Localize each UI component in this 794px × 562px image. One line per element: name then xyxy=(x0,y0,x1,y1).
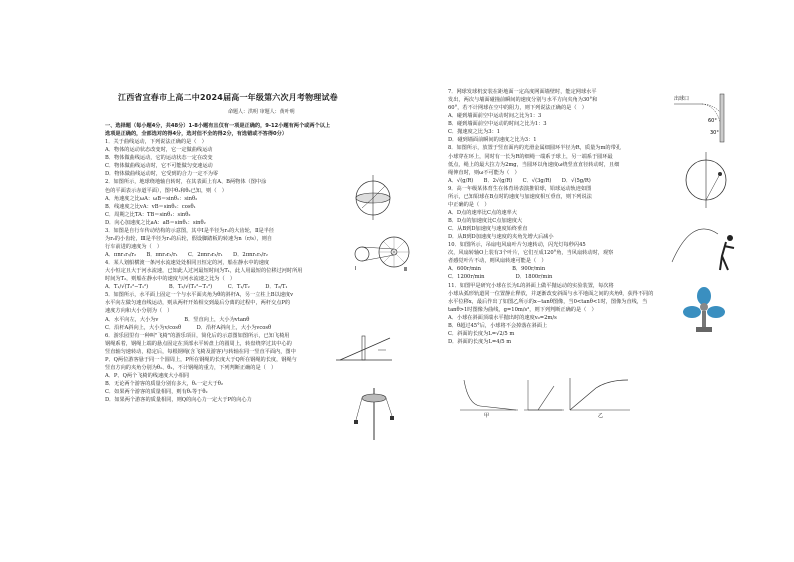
left-line: 选项是正确的，全部选对的得4分，选对但不全的得2分，有选错或不答得0分） xyxy=(105,131,288,138)
right-line: 9．高一年级某体育生在体育场表演推铅球，铅球运动轨迹如图 xyxy=(448,185,592,192)
right-line: 水平位移x，最后作出了如图乙所示的x−tanθ图像，当0<tanθ<1时，图像为直线，当 xyxy=(448,298,648,305)
experiment-figures xyxy=(458,374,638,418)
left-line: 大小恒定且大于河水流速，已知此人过河最短时间为T₁，此人用最短的位移过河时所用 xyxy=(105,268,303,275)
right-line: B．碰到墙面前空中运动的时间之比为1：3 xyxy=(448,121,547,128)
authors-line: 命题人：洪明 审题人：黄叶明 xyxy=(228,109,295,115)
gear-label-1: Ⅰ xyxy=(355,266,357,272)
page-title: 江西省宜春市上高二中2024届高一年级第六次月考物理试卷 xyxy=(118,93,338,102)
left-line: 色的平面表示赤道平面），图中θ₁和θ₂已知，则（ ） xyxy=(105,187,227,194)
right-line: A．碰到墙面前空中运动时间之比为1：3 xyxy=(448,113,542,120)
right-line: C．斜面的长度为L=√2/5 m xyxy=(448,330,515,337)
left-line: 2．如图所示，地球绕地轴自转时，在其表面上有A、B两物体（图中涂 xyxy=(105,179,267,186)
right-line: 小球从弧形轨道同一位置静止释放，并逐渐改变斜面与水平地面之间的夹角θ，获得不同的 xyxy=(448,290,654,297)
slanted-rod-figure xyxy=(334,332,394,364)
left-line: 竖直方向的夹角分别为θ₁、θ₂，不计钢绳的重力，下列判断正确的是（ ） xyxy=(105,364,277,371)
left-line: B．线速度之比vA：vB＝sinθ₂：cosθ₁ xyxy=(105,203,196,210)
flying-chair-figure xyxy=(352,386,396,442)
right-line: A．D点的速率比C点的速率大 xyxy=(448,209,517,216)
right-line: 8．如图所示，放置于竖直面内的光滑金属细圆环半径为R，质量为m的带孔 xyxy=(448,145,621,152)
right-line: D．斜面的长度为L=4/5 m xyxy=(448,338,512,345)
right-line: 10．如图所示，吊扇电风扇叶片匀速转动，闪光灯每秒闪45 xyxy=(448,242,586,249)
right-line: A．600r/min B．900r/min xyxy=(448,266,546,273)
right-line: A．小球在斜面顶端水平抛出时的速度v₀=2m/s xyxy=(448,314,557,321)
right-line: C．抛速度之比为3：1 xyxy=(448,129,501,136)
ring-figure xyxy=(682,152,730,208)
figure-jia-label: 甲 xyxy=(484,413,490,418)
right-line: 者感觉叶片不动，则风扇转速可能是（ ） xyxy=(448,258,547,265)
gear-label-3: Ⅲ xyxy=(404,267,408,272)
exit-label: 出球口 xyxy=(674,96,690,102)
fan-figure xyxy=(682,286,726,334)
left-line: A．T₁/√(T₂²−T₁²) B．T₂/√(T₂²−T₁²) C．T₁/T₂ D．T₂/T₁ xyxy=(105,284,288,291)
left-line: D．如果两个游客的质量相同，则Q的向心力一定大于P的向心力 xyxy=(105,397,252,404)
figure-yi-label: 乙 xyxy=(598,413,604,418)
right-line: tanθ>1时图像为曲线，g=10m/s²，则下列判断正确的是（ ） xyxy=(448,306,597,313)
left-line: B．无论两个游客的质量分别有多大，θ₁一定大于θ₂ xyxy=(105,381,223,387)
right-line: A．√(g/R) B．2√(g/R) C．√(3g/R) D．√(5g/R) xyxy=(448,177,591,184)
right-line: C．从B到D加速度与速度始终垂直 xyxy=(448,226,528,233)
left-line: A．角速度之比ωA：ωB＝sinθ₁：sinθ₂ xyxy=(105,195,198,202)
globe-figure xyxy=(352,172,394,222)
left-line: C．沿杆A斜向上，大小为v/cosθ D．沿杆A斜向上，大小为vcosθ xyxy=(105,324,272,331)
left-line: A．物体的运动状态改变时，它一定做曲线运动 xyxy=(105,147,213,154)
left-line: C．如果两个游客的质量相同，则有θ₁等于θ₂ xyxy=(105,389,208,396)
left-line: 为r₂的小齿轮，Ⅲ是半径为r₃的后轮，假设脚踏板的转速为n（r/s），则自 xyxy=(105,235,273,242)
left-line: 行车前进的速度为（ ） xyxy=(105,243,163,250)
right-line: B．D点的加速度比C点加速度大 xyxy=(448,218,523,224)
left-line: A．P、Q两个飞椅的线速度大小相同 xyxy=(105,372,190,379)
angle-60-label: 60° xyxy=(708,118,717,124)
left-line: 竖直轴匀速转动，稳定后，每根钢绳(含飞椅及游客)与转轴在同一竖直平面内，图中 xyxy=(105,348,296,355)
angle-30-label: 30° xyxy=(710,130,719,136)
left-line: 6．游乐园里有一种叫"飞椅"的游乐项目，简化后的示意图如图所示，已知飞椅用 xyxy=(105,332,290,339)
right-line: D．碰到墙面前瞬间的速度之比为3：1 xyxy=(448,137,537,144)
left-line: 3．如图是自行车传动结构的示意图，其中Ⅰ是半径为r₁的大齿轮，Ⅱ是半径 xyxy=(105,227,275,234)
right-column xyxy=(448,88,673,346)
right-line: 绳伸直时，则ω不可能为（ ） xyxy=(448,169,520,176)
right-line: 7．网球发球机安装在距地面一定高度网面墙壁时，能定网球水平 xyxy=(448,89,597,95)
right-line: 小球穿在环上，同时有一长为R的细绳一端系于球上，另一端系于圆环最 xyxy=(448,153,613,160)
left-line: A．水平向左，大小为v B．竖直向上，大小为vtanθ xyxy=(105,316,250,323)
shot-put-figure xyxy=(668,212,740,272)
left-line: C．物体做曲线运动时，它不可能做匀变速运动 xyxy=(105,163,213,170)
ball-launcher-figure xyxy=(672,92,732,144)
right-line: 所示，已知铅球在B点时的速度与加速度相互垂直，则下列说法 xyxy=(448,193,592,200)
left-line: 水平向左做匀速直线运动，则从两杆开始相交到最后分离的过程中，两杆交点P的 xyxy=(105,300,291,307)
right-line: D．从B到D加速度与速度的夹角先增大后减小 xyxy=(448,234,554,241)
right-line: 发出，两次与墙面碰撞前瞬间的速度分别与水平方向夹角为30°和 xyxy=(448,97,598,104)
left-line: 4．某人划船横渡一条河水流速处处相同且恒定的河，船在静水中的速度 xyxy=(105,260,270,267)
right-line: 60°，若不计网球在空中的阻力，则下列说法正确的是（ ） xyxy=(448,105,587,112)
bicycle-gear-figure xyxy=(352,232,418,272)
right-line: 11．如图甲是研究小球在长为L的斜面上做平抛运动的实验装置，每次将 xyxy=(448,282,614,289)
right-line: C．1200r/min D．1800r/min xyxy=(448,274,553,281)
left-line: 1．关于曲线运动，下列说法正确的是（ ） xyxy=(105,139,207,146)
left-line: A．πnr₁r₃/r₂ B．πnr₂r₃/r₁ C．2πnr₂r₃/r₁ D．2πnr₁r₃/r₂ xyxy=(105,252,268,258)
left-line: 一、选择题（每小题4分，共48分）1-8小题有且仅有一项是正确的，9-12小题有两个或两个以上 xyxy=(105,123,331,129)
left-line: P、Q两位游客悬于同一个圆周上，P所在钢绳的长度大于Q所在钢绳的长度，钢绳与 xyxy=(105,356,297,363)
left-line: 5．如图所示，水平面上固定一个与水平面夹角为θ的斜杆A，另一立柱上B以速度v xyxy=(105,292,294,299)
left-line: D．向心加速度之比aA：aB＝sinθ₁：sinθ₂ xyxy=(105,219,206,226)
right-line: 低点，绳上的最大拉力为2mg，当圆环以角速度ω绕竖直直径转动时，且细 xyxy=(448,161,620,168)
left-line: 速度方向和大小分别为（ ） xyxy=(105,308,173,315)
left-line: 时间为T₂，则船在静水中的速度与河水流速之比为（ ） xyxy=(105,276,236,283)
right-line: 中正确的是（ ） xyxy=(448,201,490,208)
right-line: 次，风扇转轴O上装有3个叶片，它们互成120°角，当风扇转动时，观察 xyxy=(448,250,614,257)
left-line: C．周期之比TA：TB＝sinθ₁：sinθ₂ xyxy=(105,211,191,218)
left-line: B．物体做曲线运动，它的运动状态一定在改变 xyxy=(105,155,213,162)
left-line: 钢绳系着，钢绳上端的悬点固定在顶部水平转盘上的圆周上，转盘绕穿过其中心的 xyxy=(105,340,292,347)
right-line: B．θ超过45°后，小球将不会掉落在斜面上 xyxy=(448,322,548,329)
left-line: D．物体做曲线运动时，它受到的合力一定不为零 xyxy=(105,171,219,178)
